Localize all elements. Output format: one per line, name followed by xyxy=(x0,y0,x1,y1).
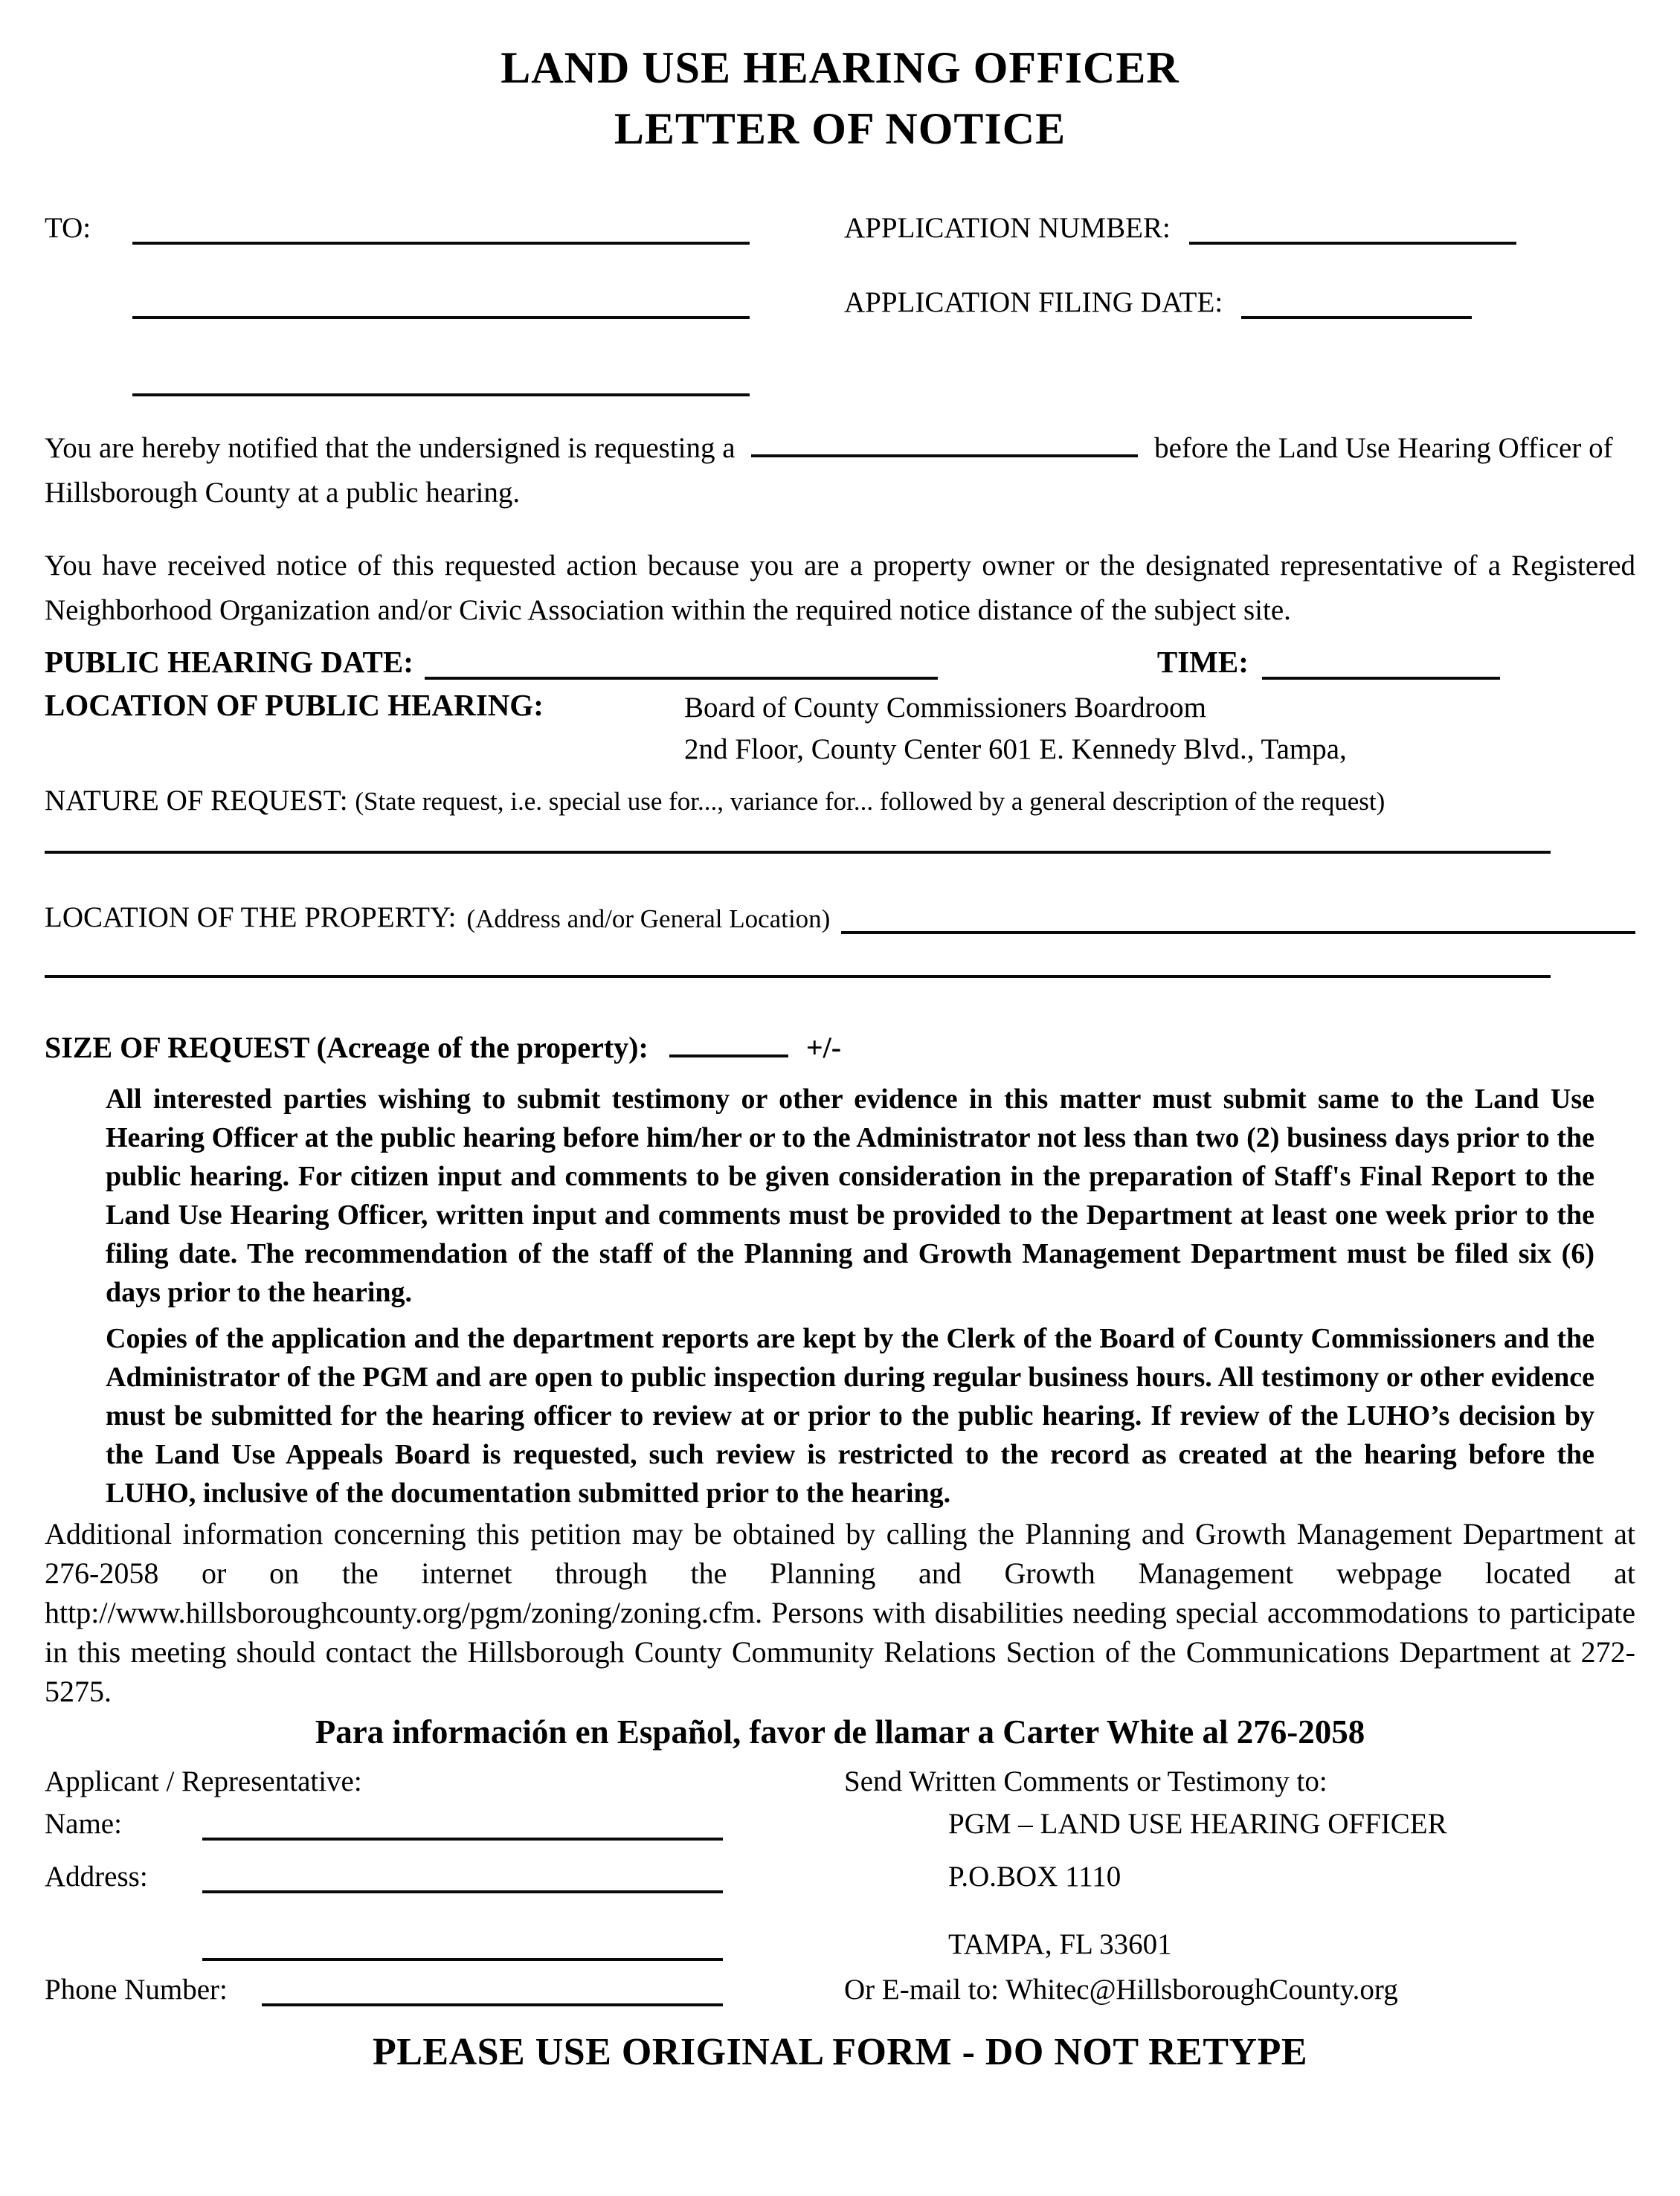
address-label: Address: xyxy=(45,1861,148,1893)
pgm-address-line-2: P.O.BOX 1110 xyxy=(948,1861,1121,1893)
to-line-2 xyxy=(132,286,750,319)
address-line-1 xyxy=(202,1861,723,1893)
footer-row-labels xyxy=(45,1765,1635,1798)
additional-info-paragraph: Additional information concerning this petition may be obtained by calling the Planning and Growth Management Department at 276-2058 or on the internet through the Planning and Growth Management webpage located at http://www.hillsboroughcounty.org/pgm/zoning/zoning.cfm. Persons with disabilities needing special accommodations to participate in this meeting should contact the Hillsborough County Community Relations Section of the Communications Department at 272-5275. xyxy=(45,1517,1635,1708)
nature-of-request-hint: (State request, i.e. special use for..., variance for... followed by a general description of the request) xyxy=(355,787,1385,816)
requesting-paragraph xyxy=(45,425,1635,515)
send-comments-label: Send Written Comments or Testimony to: xyxy=(844,1765,1327,1797)
location-of-hearing-line-1: Board of County Commissioners Boardroom xyxy=(684,692,1206,724)
phone-number-line xyxy=(262,1974,723,2006)
location-of-hearing-row xyxy=(45,687,1635,770)
application-filing-date-label: APPLICATION FILING DATE: xyxy=(844,286,1223,318)
size-of-request-row xyxy=(45,1025,1635,1065)
application-number-line xyxy=(1189,212,1516,245)
location-of-property-hint: (Address and/or General Location) xyxy=(466,904,831,933)
location-of-hearing-label: LOCATION OF PUBLIC HEARING: xyxy=(45,688,544,722)
document-title xyxy=(45,37,1635,159)
received-notice-paragraph: You have received notice of this requested action because you are a property owner or the designated representative of a Registered Neighborhood Organization and/or Civic Association within the required notice distance of the subject site. xyxy=(45,550,1635,626)
public-hearing-date-row xyxy=(45,644,1635,680)
spanish-notice: Para información en Español, favor de llamar a Carter White al 276-2058 xyxy=(315,1713,1365,1751)
pgm-address-line-1: PGM – LAND USE HEARING OFFICER xyxy=(948,1808,1447,1840)
request-type-line xyxy=(751,425,1138,457)
phone-number-label: Phone Number: xyxy=(45,1974,228,2006)
name-line xyxy=(202,1808,723,1841)
requesting-text-after: before the Land Use Hearing Officer of Hillsborough County at a public hearing. xyxy=(45,432,1613,509)
footer-row-address-2 xyxy=(45,1928,1635,1961)
to-row-3 xyxy=(45,364,1635,396)
footer-row-name xyxy=(45,1807,1635,1841)
applicant-representative-label: Applicant / Representative: xyxy=(45,1765,362,1797)
location-of-hearing-line-2: 2nd Floor, County Center 601 E. Kennedy Blvd., Tampa, xyxy=(684,733,1347,765)
public-hearing-date-label: PUBLIC HEARING DATE: xyxy=(45,645,413,679)
time-label: TIME: xyxy=(1156,645,1249,679)
copies-paragraph: Copies of the application and the department reports are kept by the Clerk of the Board of County Commissioners and the Administrator of the PGM and are open to public inspection during regular business hours. All testimony or other evidence must be submitted for the hearing officer to review at or prior to the public hearing. If review of the LUHO’s decision by the Land Use Appeals Board is requested, such review is restricted to the record as created at the hearing before the LUHO, inclusive of the documentation submitted prior to the hearing. xyxy=(106,1323,1594,1509)
to-line-1 xyxy=(132,212,750,245)
location-of-property-line-1 xyxy=(841,901,1635,934)
time-line xyxy=(1262,647,1500,680)
title-line-1: LAND USE HEARING OFFICER xyxy=(501,43,1179,92)
time-group xyxy=(1157,644,1500,680)
location-of-hearing-value xyxy=(684,687,1347,770)
location-of-property-line-2 xyxy=(45,975,1551,978)
acreage-suffix: +/- xyxy=(805,1031,842,1064)
nature-of-request-label: NATURE OF REQUEST: xyxy=(45,785,348,817)
size-of-request-label: SIZE OF REQUEST (Acreage of the property): xyxy=(45,1031,648,1064)
bottom-notice: PLEASE USE ORIGINAL FORM - DO NOT RETYPE xyxy=(372,2031,1308,2073)
public-hearing-date-line xyxy=(425,647,938,680)
email-line: Or E-mail to: Whitec@HillsboroughCounty.org xyxy=(844,1974,1398,2006)
footer-row-address xyxy=(45,1860,1635,1893)
acreage-line xyxy=(669,1025,788,1057)
application-filing-date-line xyxy=(1241,286,1472,319)
to-label: TO: xyxy=(45,212,91,244)
footer-row-phone xyxy=(45,1973,1635,2006)
to-line-3 xyxy=(132,364,750,396)
to-filing-date-row xyxy=(45,286,1635,319)
address-line-2 xyxy=(202,1928,723,1961)
location-of-property-label: LOCATION OF THE PROPERTY: xyxy=(45,901,457,933)
nature-of-request-line xyxy=(45,851,1551,854)
testimony-paragraph: All interested parties wishing to submit testimony or other evidence in this matter must submit same to the Land Use Hearing Officer at the public hearing before him/her or to the Administrator not less than two (2) business days prior to the public hearing. For citizen input and comments to be given consideration in the preparation of Staff's Final Report to the Land Use Hearing Officer, written input and comments must be provided to the Department at least one week prior to the filing date. The recommendation of the staff of the Planning and Growth Management Department must be filed six (6) days prior to the hearing. xyxy=(106,1083,1594,1308)
nature-of-request-row xyxy=(45,784,1635,817)
title-line-2: LETTER OF NOTICE xyxy=(614,104,1066,153)
to-application-number-row xyxy=(45,211,1635,245)
location-of-property-row xyxy=(45,901,1635,934)
requesting-text-before: You are hereby notified that the undersigned is requesting a xyxy=(45,432,736,464)
name-label: Name: xyxy=(45,1808,122,1840)
pgm-address-line-3: TAMPA, FL 33601 xyxy=(948,1928,1172,1960)
application-number-label: APPLICATION NUMBER: xyxy=(844,212,1171,244)
